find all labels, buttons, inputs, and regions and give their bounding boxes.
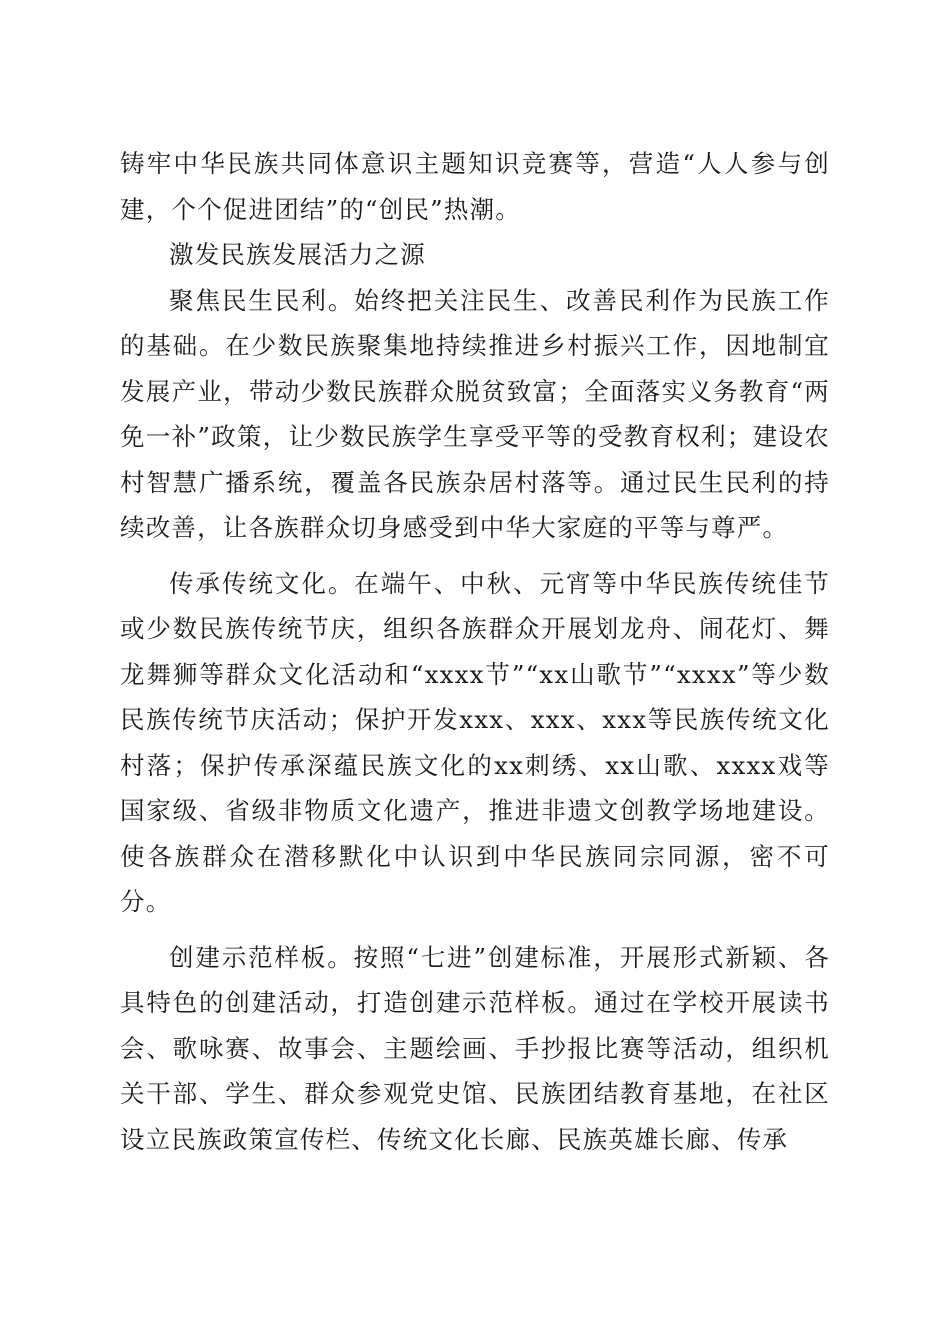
paragraph-continuation: 铸牢中华民族共同体意识主题知识竞赛等，营造“人人参与创建，个个促进团结”的“创民”热潮。	[120, 149, 830, 224]
document-body	[120, 141, 830, 1162]
paragraph-livelihood: 聚焦民生民利。始终把关注民生、改善民利作为民族工作的基础。在少数民族聚集地持续推进乡村振兴工作，因地制宜发展产业，带动少数民族群众脱贫致富；全面落实义务教育“两免一补”政策，让少数民族学生享受平等的受教育权利；建设农村智慧广播系统，覆盖各民族杂居村落等。通过民生民利的持续改善，让各族群众切身感受到中华大家庭的平等与尊严。	[120, 285, 830, 542]
paragraph-demonstration: 创建示范样板。按照“七进”创建标准，开展形式新颖、各具特色的创建活动，打造创建示范样板。通过在学校开展读书会、歌咏赛、故事会、主题绘画、手抄报比赛等活动，组织机关干部、学生、群众参观党史馆、民族团结教育基地，在社区设立民族政策宣传栏、传统文化长廊、民族英雄长廊、传承	[120, 942, 830, 1154]
paragraph-culture: 传承传统文化。在端午、中秋、元宵等中华民族传统佳节或少数民族传统节庆，组织各族群众开展划龙舟、闹花灯、舞龙舞狮等群众文化活动和“xxxx节”“xx山歌节”“xxxx”等少数民族传统节庆活动；保护开发xxx、xxx、xxx等民族传统文化村落；保护传承深蕴民族文化的xx刺绣、xx山歌、xxxx戏等国家级、省级非物质文化遗产，推进非遗文创教学场地建设。使各族群众在潜移默化中认识到中华民族同宗同源，密不可分。	[120, 568, 830, 916]
section-heading: 激发民族发展活力之源	[169, 240, 426, 269]
